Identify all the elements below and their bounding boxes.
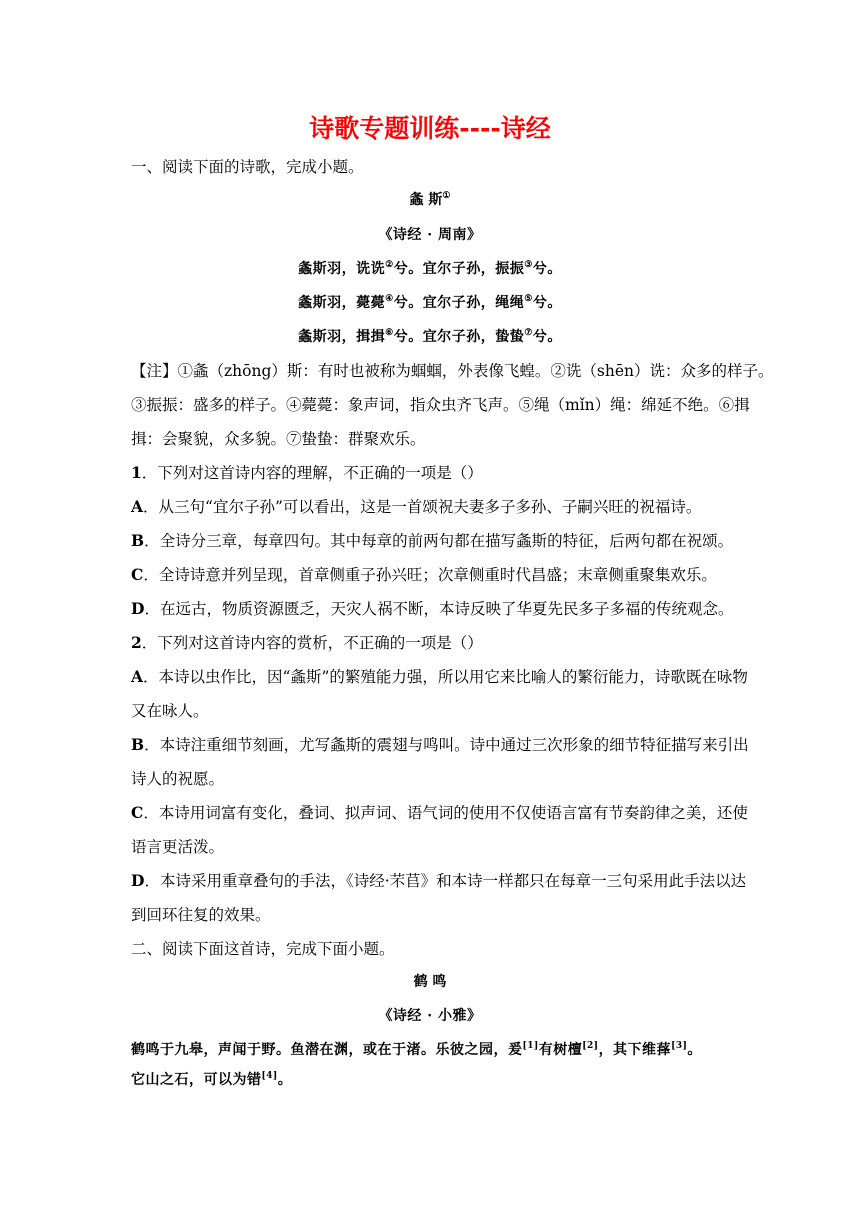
option-label: A [131, 667, 144, 686]
question-text: ．下列对这首诗内容的理解，不正确的一项是（） [141, 464, 483, 482]
option-text: ．本诗以虫作比，因“螽斯”的繁殖能力强，所以用它来比喻人的繁衍能力，诗歌既在咏物 [143, 668, 748, 686]
option-text: ．在远古，物质资源匮乏，天灾人祸不断，本诗反映了华夏先民多子多福的传统观念。 [144, 600, 734, 618]
stanza-text: 兮。宜尔子孙，蛰蛰 [393, 329, 525, 345]
poem-text: 。 [687, 1042, 702, 1058]
q1-option-c [131, 565, 731, 585]
q1-option-d [131, 599, 734, 619]
footnote-mark: ⑥ [385, 328, 394, 338]
q2-option-b [131, 735, 749, 755]
footnote-mark: ③ [524, 260, 533, 270]
poem2-line [131, 1070, 731, 1090]
option-label: C [131, 803, 144, 822]
footnote-mark: ⑦ [524, 328, 533, 338]
q2-option-a [131, 667, 748, 687]
option-label: D [131, 871, 145, 890]
poem1-stanza [0, 259, 860, 279]
option-label: B [131, 531, 145, 550]
q2-option-a-cont: 又在咏人。 [131, 702, 209, 720]
option-label: A [131, 497, 144, 516]
q2-option-c [131, 803, 748, 823]
q2-option-d [131, 871, 747, 891]
q1-option-b [131, 531, 734, 551]
notes-line: ③振振：盛多的样子。④薨薨：象声词，指众虫齐飞声。⑤绳（mǐn）绳：绵延不绝。⑥揖 [131, 396, 750, 414]
stanza-text: 兮。 [532, 261, 562, 277]
poem2-title: 鹤 鸣 [413, 974, 447, 990]
question-number: 2 [131, 633, 142, 652]
option-text: ．全诗诗意并列呈现，首章侧重子孙兴旺；次章侧重时代昌盛；末章侧重聚集欢乐。 [143, 566, 717, 584]
question-number: 1 [131, 463, 142, 482]
q2-option-d-cont: 到回环往复的效果。 [131, 906, 271, 924]
question-2-stem [131, 633, 731, 653]
notes-line: 【注】①螽（zhōng）斯：有时也被称为蝈蝈，外表像飞蝗。②诜（shēn）诜：众多的样子。 [131, 362, 774, 380]
option-label: B [131, 735, 145, 754]
footnote-mark: [1] [522, 1041, 539, 1051]
stanza-text: 兮。宜尔子孙，绳绳 [393, 295, 525, 311]
section1-heading: 一、阅读下面的诗歌，完成小题。 [131, 158, 364, 176]
footnote-mark: [2] [582, 1041, 599, 1051]
q1-option-a [131, 497, 731, 517]
poem1-stanza [0, 327, 860, 347]
option-text: ．本诗用词富有变化，叠词、拟声词、语气词的使用不仅使语言富有节奏韵律之美，还使 [143, 804, 748, 822]
footnote-mark: ⑤ [524, 294, 533, 304]
stanza-text: 兮。 [532, 295, 562, 311]
poem1-title [0, 190, 860, 210]
stanza-text: 螽斯羽，薨薨 [298, 295, 386, 311]
footnote-mark: ② [385, 260, 394, 270]
option-label: C [131, 565, 144, 584]
poem2-source: 《诗经 · 小雅》 [378, 1008, 482, 1024]
page-title: 诗歌专题训练----诗经 [309, 114, 551, 143]
stanza-text: 螽斯羽，揖揖 [298, 329, 386, 345]
footnote-mark: ④ [385, 294, 394, 304]
option-text: ．本诗注重细节刻画，尤写螽斯的震翅与鸣叫。诗中通过三次形象的细节特征描写来引出 [144, 736, 749, 754]
notes-line: 揖：会聚貌，众多貌。⑦蛰蛰：群聚欢乐。 [131, 430, 426, 448]
section2-heading: 二、阅读下面这首诗，完成下面小题。 [131, 940, 395, 958]
poem1-title-text: 螽 斯 [409, 192, 443, 208]
option-text: ．全诗分三章，每章四句。其中每章的前两句都在描写螽斯的特征，后两句都在祝颂。 [144, 532, 734, 550]
poem-text: 。 [277, 1072, 293, 1088]
stanza-text: 螽斯羽，诜诜 [298, 261, 386, 277]
q2-option-c-cont: 语言更活泼。 [131, 838, 225, 856]
poem-text: 有树檀 [538, 1042, 583, 1058]
stanza-text: 兮。宜尔子孙，振振 [393, 261, 525, 277]
question-text: ．下列对这首诗内容的赏析，不正确的一项是（） [141, 634, 483, 652]
option-text: ．本诗采用重章叠句的手法，《诗经·芣苢》和本诗一样都只在每章一三句采用此手法以达 [144, 872, 747, 890]
poem1-stanza [0, 293, 860, 313]
poem-text: ，其下维萚 [598, 1042, 672, 1058]
poem1-title-note: ① [442, 191, 451, 201]
question-1-stem [131, 463, 731, 483]
poem1-source: 《诗经 · 周南》 [378, 227, 482, 243]
footnote-mark: [3] [671, 1041, 688, 1051]
footnote-mark: [4] [261, 1071, 278, 1081]
stanza-text: 兮。 [532, 329, 562, 345]
option-label: D [131, 599, 145, 618]
q2-option-b-cont: 诗人的祝愿。 [131, 770, 225, 788]
poem-text: 鹤鸣于九皋，声闻于野。鱼潜在渊，或在于渚。乐彼之园，爰 [131, 1042, 523, 1058]
option-text: ．从三句“宜尔子孙”可以看出，这是一首颂祝夫妻多子多孙、子嗣兴旺的祝福诗。 [143, 498, 702, 516]
poem-text: 它山之石，可以为错 [131, 1072, 262, 1088]
poem2-line [131, 1040, 751, 1060]
